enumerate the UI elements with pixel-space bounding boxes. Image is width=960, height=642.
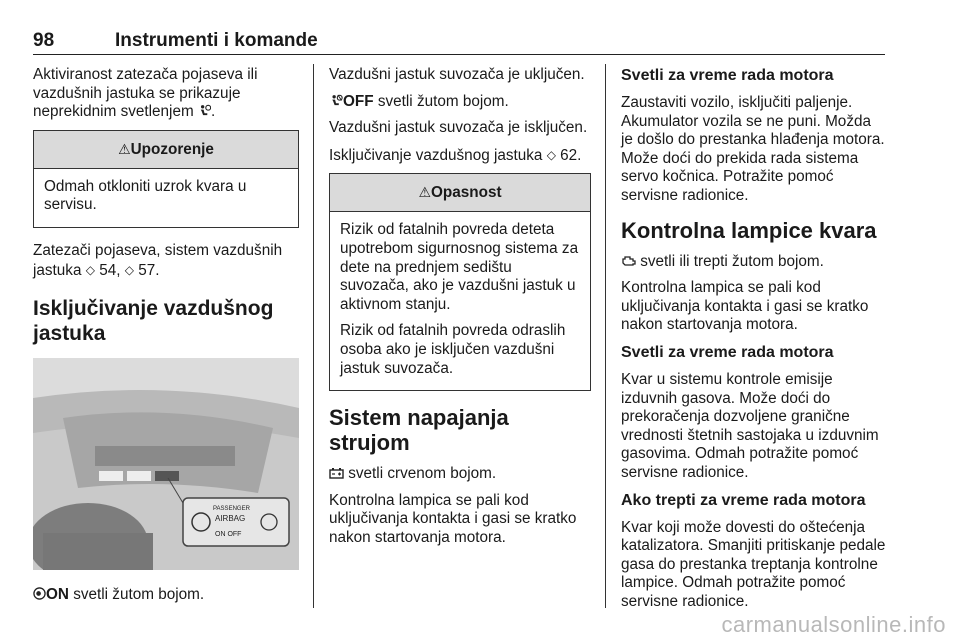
warning-triangle-icon: ⚠ [118,140,131,157]
subheading: Ako trepti za vreme rada motora [621,491,866,509]
column-2 [329,66,591,556]
warning-box [33,130,299,228]
column-divider [605,64,606,608]
airbag-panel-photo [33,358,299,570]
section-heading: Kontrolna lampice kvara [621,217,877,243]
intro-paragraph: Aktiviranost zatezača pojaseva ili vazdušnih jastuka se prikazuje neprekidnim svetlenjem . [33,66,258,121]
panel-label: ON OFF [215,531,242,539]
danger-box [329,173,591,391]
deactivation-paragraph: Isključivanje vazdušnog jastuka ◇ 62. [329,146,582,164]
panel-label: AIRBAG [215,514,246,524]
battery-light-line: svetli crvenom bojom. [329,465,591,484]
engine-light-line: svetli ili trepti žutom bojom. [621,253,887,272]
column-divider [313,64,314,608]
danger-text: Rizik od fatalnih povreda deteta upotrebom sigurnosnog sistema za dete na prednjem sedištu suvozača, ako je vazdušni jastuk u aktivnom stanju. [340,221,579,313]
danger-text: Rizik od fatalnih povreda odraslih osoba ako je isključen vazdušni jastuk suvozača. [340,322,566,377]
tensioners-paragraph: Zatezači pojaseva, sistem vazdušnih jastuka ◇ 54, ◇ 57. [33,241,283,279]
paragraph: Kvar u sistemu kontrole emisije izduvnih gasova. Može doći do prekoračenja dozvoljene granične vrednosti štetnih sastojaka u izduvnim gasovima. Odmah potražite pomoć servisne radionice. [621,370,879,481]
reference-arrow-icon: ◇ [124,262,134,277]
airbag-icon [198,104,211,117]
paragraph: Kontrolna lampica se pali kod uključivanja kontakta i gasi se kratko nakon startovanja motora. [621,279,869,334]
column-3 [621,66,887,619]
warning-text: Odmah otkloniti uzrok kvara u servisu. [44,177,247,214]
running-title: Instrumenti i komande [115,30,318,51]
engine-icon [621,255,636,267]
off-status-line: OFF svetli žutom bojom. [329,93,591,112]
on-status-line: ON svetli žutom bojom. [33,586,299,605]
paragraph: Kvar koji može dovesti do oštećenja katalizatora. Smanjiti pritiskanje pedale gasa do prestanka treptanja kontrolne lampice. Odmah potražite pomoć servisne radionice. [621,518,886,610]
page-header [33,28,885,55]
reference-arrow-icon: ◇ [546,147,556,162]
danger-box-header: ⚠Opasnost [330,174,590,212]
paragraph: Zaustaviti vozilo, isključiti paljenje. Akumulator vozila se ne puni. Možda je došlo do prestanka hlađenja motora. Može doći do prekida rada sistema servo kočnica. Potražite pomoć servisne radionice. [621,94,885,204]
page-number: 98 [33,30,55,51]
panel-label: PASSENGER [213,506,250,513]
warning-box-header: ⚠Upozorenje [34,131,298,169]
watermark: carmanualsonline.info [721,612,946,637]
off-status-paragraph: Vazdušni jastuk suvozača je isključen. [329,119,588,137]
warning-triangle-icon: ⚠ [418,184,431,201]
subheading: Svetli za vreme rada motora [621,343,834,361]
section-heading: Sistem napajanja strujom [329,405,509,456]
section-heading: Isključivanje vazdušnog jastuka [33,297,274,346]
column-1 [33,66,299,613]
on-status-paragraph: Vazdušni jastuk suvozača je uključen. [329,66,585,83]
airbag-icon [329,94,343,107]
subheading: Svetli za vreme rada motora [621,67,834,84]
power-paragraph: Kontrolna lampica se pali kod uključivanja kontakta i gasi se kratko nakon startovanja motora. [329,491,577,546]
battery-icon [329,467,344,479]
airbag-icon [33,587,46,600]
reference-arrow-icon: ◇ [85,262,95,277]
